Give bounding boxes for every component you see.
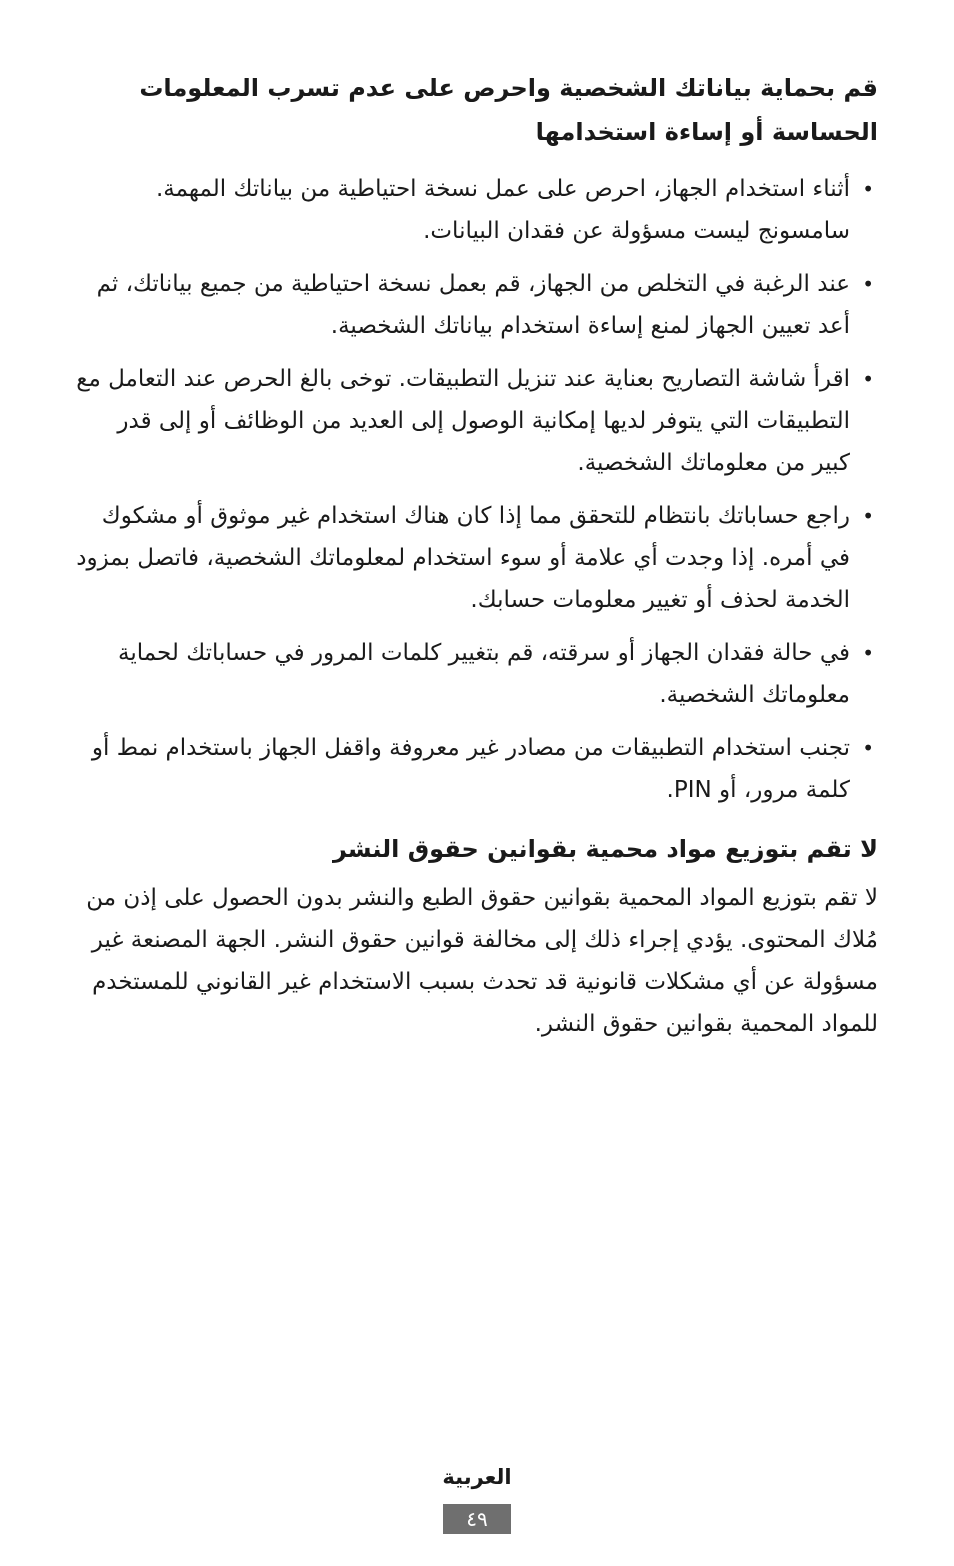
page-number-badge: ٤٩: [443, 1504, 511, 1534]
copyright-paragraph: لا تقم بتوزيع المواد المحمية بقوانين حقوق الطبع والنشر بدون الحصول على إذن من مُلاك المحتوى. يؤدي إجراء ذلك إلى مخالفة قوانين حقوق النشر. الجهة المصنعة غير مسؤولة عن أي مشكلات قانونية قد تحدث بسبب الاستخدام غير القانوني للمستخدم للمواد المحمية بقوانين حقوق النشر.: [86, 885, 878, 1037]
page-content: [76, 66, 878, 1045]
copyright-section: [76, 827, 878, 1045]
bullet-icon: •: [862, 272, 874, 296]
privacy-bullet-list: [76, 168, 878, 811]
privacy-heading: قم بحماية بياناتك الشخصية واحرص على عدم تسرب المعلومات الحساسة أو إساءة استخدامها: [139, 74, 878, 146]
list-item: [76, 632, 878, 716]
list-item: [76, 727, 878, 811]
bullet-icon: •: [862, 177, 874, 201]
bullet-icon: •: [862, 641, 874, 665]
page-number-wrap: [0, 1504, 954, 1534]
list-item-text: في حالة فقدان الجهاز أو سرقته، قم بتغيير كلمات المرور في حساباتك لحماية معلوماتك الشخصية.: [118, 640, 850, 708]
copyright-heading: لا تقم بتوزيع مواد محمية بقوانين حقوق النشر: [332, 835, 878, 863]
list-item-text: تجنب استخدام التطبيقات من مصادر غير معروفة واقفل الجهاز باستخدام نمط أو كلمة مرور، أو PIN.: [91, 735, 850, 803]
list-item: [76, 263, 878, 347]
bullet-icon: •: [862, 504, 874, 528]
list-item-text: اقرأ شاشة التصاريح بعناية عند تنزيل التطبيقات. توخى بالغ الحرص عند التعامل مع التطبيقات التي يتوفر لديها إمكانية الوصول إلى العديد من الوظائف أو إلى قدر كبير من معلوماتك الشخصية.: [76, 366, 850, 476]
list-item-text: أثناء استخدام الجهاز، احرص على عمل نسخة احتياطية من بياناتك المهمة. سامسونج ليست مسؤولة عن فقدان البيانات.: [155, 176, 850, 244]
list-item-text: عند الرغبة في التخلص من الجهاز، قم بعمل نسخة احتياطية من جميع بياناتك، ثم أعد تعيين الجهاز لمنع إساءة استخدام بياناتك الشخصية.: [96, 271, 850, 339]
page-footer: [0, 1462, 954, 1534]
list-item: [76, 495, 878, 621]
list-item-text: راجع حساباتك بانتظام للتحقق مما إذا كان هناك استخدام غير موثوق أو مشكوك في أمره. إذا وجدت أي علامة أو سوء استخدام لمعلوماتك الشخصية، فاتصل بمزود الخدمة لحذف أو تغيير معلومات حسابك.: [76, 503, 850, 613]
privacy-section: [76, 66, 878, 811]
list-item: [76, 168, 878, 252]
footer-language-label: العربية: [442, 1465, 512, 1489]
bullet-icon: •: [862, 367, 874, 391]
list-item: [76, 358, 878, 484]
bullet-icon: •: [862, 736, 874, 760]
